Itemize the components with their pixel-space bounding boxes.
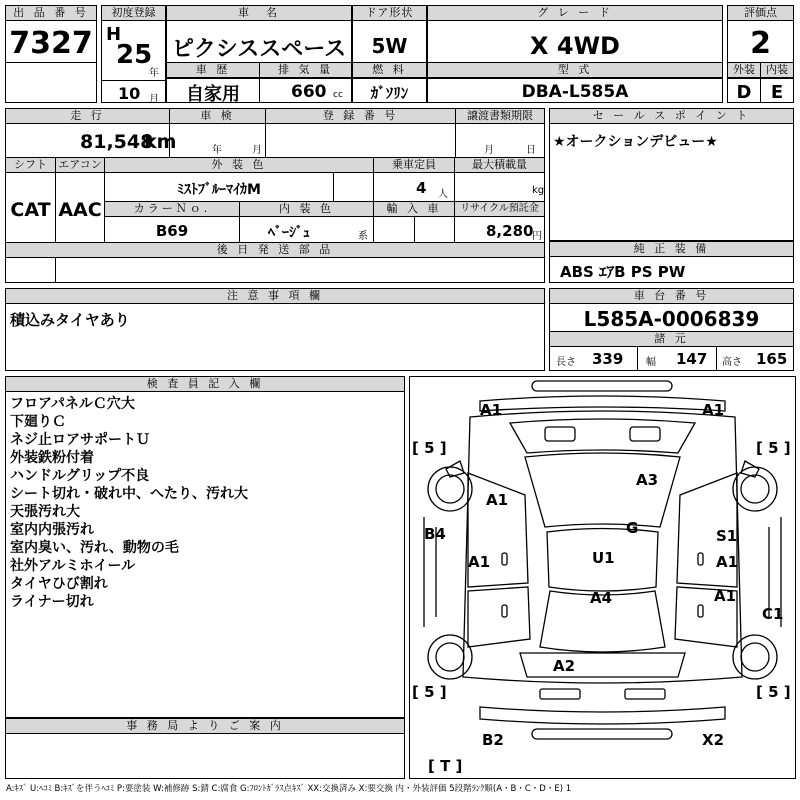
tire-mark: [ 5 ] (756, 439, 791, 457)
grade: X 4WD (530, 32, 620, 60)
tire-mark: [ 5 ] (412, 439, 447, 457)
damage-mark: B2 (482, 731, 504, 749)
dims-label: 諸 元 (550, 332, 793, 347)
colorno-label: カラーＮｏ. (105, 202, 239, 217)
damage-mark: S1 (716, 527, 738, 545)
tire-mark: [ T ] (428, 757, 463, 775)
later-parts-label: 後 日 発 送 部 品 (6, 243, 544, 258)
damage-mark: A1 (714, 587, 737, 605)
car-diagram-box (409, 376, 796, 779)
hgt-label: 高さ (722, 357, 742, 368)
sales-point-box (549, 108, 794, 241)
score: 2 (750, 26, 771, 61)
length: 339 (592, 350, 624, 368)
int-grade: E (770, 82, 784, 103)
damage-mark: A1 (716, 553, 739, 571)
model-label: 型 式 (428, 63, 722, 78)
caution-label: 注 意 事 項 欄 (6, 289, 544, 304)
era: H (106, 24, 122, 45)
import-label: 輸 入 車 (374, 202, 454, 217)
chassis-box (549, 288, 794, 371)
damage-mark: A1 (486, 491, 509, 509)
history-label: 車 歴 (167, 63, 259, 78)
month-unit: 月 (149, 94, 159, 105)
interior-label: 内 装 色 (240, 202, 373, 217)
transfer-label: 譲渡書類期限 (456, 109, 544, 124)
chassis-label: 車 台 番 号 (550, 289, 793, 304)
damage-mark: A1 (468, 553, 491, 571)
displacement: 660 (291, 82, 327, 102)
transfer-month-unit: 月 (484, 145, 494, 156)
damage-mark: A1 (480, 401, 503, 419)
first-reg-box (101, 5, 166, 103)
inspection-label: 車 検 (170, 109, 265, 124)
tire-mark: [ 5 ] (412, 683, 447, 701)
mileage-unit: km (144, 131, 177, 153)
mileage: 81,548 (80, 131, 154, 153)
height: 165 (756, 350, 788, 368)
sales-text: ★オークションデビュー★ (553, 134, 718, 150)
damage-mark: C1 (762, 605, 784, 623)
damage-mark: G (626, 519, 639, 537)
damage-mark: A2 (553, 657, 576, 675)
door-label: ドア形状 (353, 6, 426, 21)
office-box (5, 718, 405, 779)
recycle-unit: 円 (532, 231, 542, 242)
first-reg-label: 初度登録 (102, 6, 165, 21)
len-label: 長さ (556, 357, 576, 368)
inspector-note: 外装鉄粉付着 (10, 450, 94, 466)
score-label: 評価点 (728, 6, 793, 21)
interior-unit: 系 (358, 231, 368, 242)
inspector-note: ネジ止ロアサポートＵ (10, 432, 150, 448)
inspector-note: フロアパネルＣ穴大 (10, 396, 135, 412)
ext-grade: D (736, 82, 752, 103)
recycle-label: リサイクル預託金 (455, 202, 544, 217)
inspector-box (5, 376, 405, 718)
shift-label: シフト (6, 158, 55, 173)
door-type: 5W (371, 34, 408, 58)
inspector-note: シート切れ・破れ中、へたり、汚れ大 (10, 486, 248, 502)
grade-box (427, 5, 723, 103)
disp-unit: cc (333, 90, 343, 100)
interior-color: ﾍﾞｰｼﾞｭ (268, 225, 310, 241)
damage-mark: A4 (590, 589, 613, 607)
inspector-note: ライナー切れ (10, 594, 94, 610)
ac-label: エアコン (56, 158, 104, 173)
history: 自家用 (186, 84, 240, 105)
seats: 4 (416, 179, 427, 197)
insp-month-unit: 月 (252, 145, 262, 156)
load-label: 最大積載量 (455, 158, 544, 173)
recycle-fee: 8,280 (486, 222, 534, 240)
car-name: ピクシススペース (171, 37, 347, 62)
name-box (166, 5, 352, 103)
car-diagram (410, 377, 795, 778)
color-label: 外 装 色 (105, 158, 373, 173)
damage-mark: A1 (702, 401, 725, 419)
reg-month: 10 (118, 84, 141, 103)
caution-text: 積込みタイヤあり (10, 311, 130, 329)
score-box (727, 5, 794, 103)
insp-year-unit: 年 (212, 145, 222, 156)
inspector-note: 室内臭い、汚れ、動物の毛 (10, 540, 179, 556)
model-code: DBA-L585A (521, 82, 629, 102)
reg-year: 25 (116, 40, 153, 70)
legend-footer: A:ｷｽﾞ U:ﾍｺﾐ B:ｷｽﾞを伴うﾍｺﾐ P:要塗装 W:補修跡 S:錆 C:腐食 G:ﾌﾛﾝﾄｶﾞﾗｽ点ｷｽﾞ XX:交換済み X:要交換 内・外装評価 5段階ﾗﾝｸ順(A・B・C・D・E) 1 (6, 784, 572, 794)
tire-mark: [ 5 ] (756, 683, 791, 701)
width: 147 (676, 350, 708, 368)
inspector-label: 検 査 員 記 入 欄 (6, 377, 404, 392)
chassis-number: L585A-0006839 (583, 307, 760, 331)
fuel: ｶﾞｿﾘﾝ (370, 84, 409, 102)
caution-box (5, 288, 545, 371)
ext-label: 外装 (728, 63, 760, 78)
shift: CAT (10, 199, 51, 221)
fuel-label: 燃 料 (353, 63, 426, 78)
door-box (352, 5, 427, 103)
disp-label: 排 気 量 (260, 63, 351, 78)
equip-text: ABS ｴｱB PS PW (560, 263, 686, 281)
transfer-day-unit: 日 (526, 145, 536, 156)
inspector-note: ハンドルグリップ不良 (10, 468, 150, 484)
lot-box (5, 5, 97, 103)
lot-number: 7327 (9, 26, 93, 61)
sales-label: セ ー ル ス ポ イ ン ト (550, 109, 793, 124)
load-unit: kg (532, 185, 545, 196)
inspector-note: 下廻りＣ (10, 414, 66, 430)
reg-no-label: 登 録 番 号 (266, 109, 455, 124)
inspector-note: 天張汚れ大 (10, 504, 80, 520)
color-number: B69 (155, 222, 189, 240)
details-box (5, 108, 545, 283)
inspector-note: タイヤひび割れ (10, 576, 108, 592)
inspector-note: 室内内張汚れ (10, 522, 94, 538)
seats-label: 乗車定員 (374, 158, 454, 173)
damage-mark: X2 (702, 731, 725, 749)
damage-mark: U1 (592, 549, 615, 567)
mileage-label: 走 行 (6, 109, 169, 124)
damage-mark: A3 (636, 471, 659, 489)
wid-label: 幅 (646, 357, 656, 368)
equip-label: 純 正 装 備 (550, 242, 793, 257)
inspector-notes (10, 395, 400, 611)
damage-mark: B4 (424, 525, 446, 543)
grade-label: グ レ ー ド (428, 6, 722, 21)
exterior-color: ﾐｽﾄﾌﾞﾙｰﾏｲｶM (177, 182, 261, 198)
year-unit: 年 (149, 68, 159, 79)
air-con: AAC (58, 199, 102, 221)
int-label: 内装 (761, 63, 793, 78)
lot-label: 出 品 番 号 (6, 6, 96, 21)
seats-unit: 人 (438, 189, 448, 200)
inspector-note: 社外アルミホイール (10, 558, 136, 574)
office-label: 事 務 局 よ り ご 案 内 (6, 719, 404, 734)
name-label: 車 名 (167, 6, 351, 21)
equipment-box (549, 241, 794, 283)
